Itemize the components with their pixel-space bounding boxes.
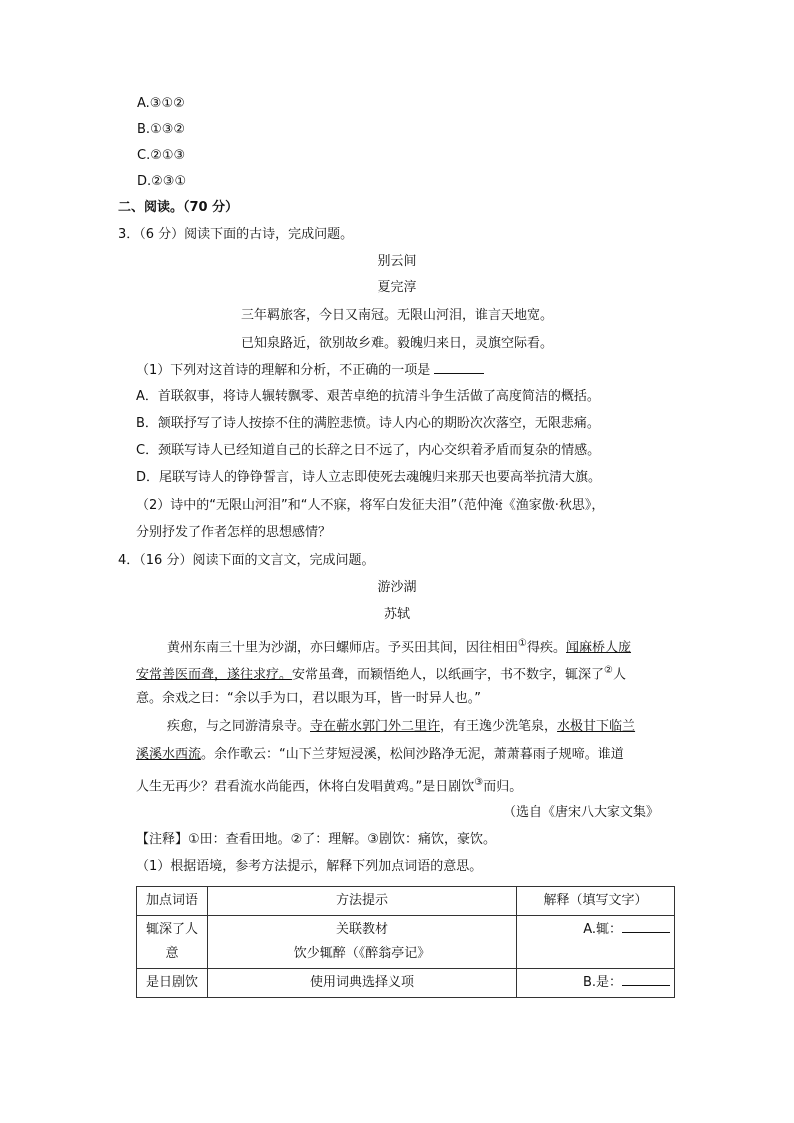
poem-line-2: 已知泉路近，欲别故乡难。毅魄归来日，灵旗空际看。 (240, 336, 553, 351)
table-cell-answer[interactable]: B.是： (517, 969, 675, 998)
q3-choice-c: C．颈联写诗人已经知道自己的长辞之日不远了，内心交织着矛盾而复杂的情感。 (136, 443, 601, 458)
table-header-row (137, 887, 675, 916)
poem-author: 夏完淳 (377, 280, 417, 295)
section-heading: 二、阅读。（70 分） (118, 200, 239, 215)
essay-p2-line2: 溪溪水西流。余作歌云：“山下兰芽短浸溪，松间沙路净无泥，萧萧暮雨子规啼。谁道 (136, 747, 624, 762)
option-b: B.①③② (137, 122, 186, 137)
table-header: 解释（填写文字） (517, 887, 675, 916)
q3-choice-b: B．颔联抒写了诗人按捺不住的满腔悲愤。诗人内心的期盼次次落空，无限悲痛。 (136, 416, 600, 431)
answer-table (136, 886, 675, 998)
q3-sub1: （1）下列对这首诗的理解和分析，不正确的一项是 (136, 361, 484, 381)
option-c: C.②①③ (137, 148, 186, 163)
option-d: D.②③① (137, 174, 187, 189)
essay-p2-line3: 人生无再少？君看流水尚能西，休将白发唱黄鸡。”是日剧饮③而归。 (136, 777, 523, 795)
essay-notes: 【注释】①田：查看田地。②了：理解。③剧饮：痛饮，豪饮。 (136, 832, 496, 847)
essay-p2-line1: 疾愈，与之同游清泉寺。寺在蕲水郭门外二里许，有王逸少洗笔泉，水极甘下临兰 (167, 719, 636, 734)
table-header: 加点词语 (137, 887, 208, 916)
option-a: A.③①② (137, 96, 185, 111)
poem-title: 别云间 (377, 254, 417, 269)
q3-choice-a: A．首联叙事，将诗人辗转飘零、艰苦卓绝的抗清斗争生活做了高度简洁的概括。 (136, 389, 600, 404)
q3-sub2-line1: （2）诗中的“无限山河泪”和“人不寐，将军白发征夫泪”（范仲淹《渔家傲·秋思》， (136, 498, 605, 513)
table-cell-answer[interactable]: A.辄： (517, 916, 675, 969)
table-cell-word: 辄深了人 意 (137, 916, 208, 969)
essay-p1-line3: 意。余戏之曰：“余以手为口，君以眼为耳，皆一时异人也。” (136, 691, 481, 706)
essay-title: 游沙湖 (377, 580, 417, 595)
q4-sub1: （1）根据语境，参考方法提示，解释下列加点词语的意思。 (136, 859, 483, 874)
q3-sub2-line2: 分别抒发了作者怎样的思想感情？ (136, 525, 332, 540)
table-row (137, 916, 675, 969)
q4-header: 4．（16 分）阅读下面的文言文，完成问题。 (118, 553, 375, 568)
essay-p1-line1: 黄州东南三十里为沙湖，亦曰螺师店。予买田其间，因往相田①得疾。闻麻桥人庞 (167, 638, 632, 656)
table-cell-hint: 使用词典选择义项 (208, 969, 517, 998)
q3-choice-d: D．尾联写诗人的铮铮誓言，诗人立志即使死去魂魄归来那天也要高举抗清大旗。 (136, 470, 602, 485)
poem-line-1: 三年羁旅客，今日又南冠。无限山河泪，谁言天地宽。 (240, 308, 553, 323)
table-row (137, 969, 675, 998)
table-cell-word: 是日剧饮 (137, 969, 208, 998)
essay-author: 苏轼 (383, 607, 410, 622)
table-header: 方法提示 (208, 887, 517, 916)
essay-p1-line2: 安常善医而聋，遂往求疗。安常虽聋，而颖悟绝人，以纸画字，书不数字，辄深了②人 (136, 665, 627, 683)
table-cell-hint: 关联教材 饮少辄醉（《醉翁亭记》 (208, 916, 517, 969)
answer-blank[interactable] (434, 361, 484, 374)
essay-source: （选自《唐宋八大家文集》 (503, 805, 660, 820)
q3-header: 3．（6 分）阅读下面的古诗，完成问题。 (118, 227, 354, 242)
